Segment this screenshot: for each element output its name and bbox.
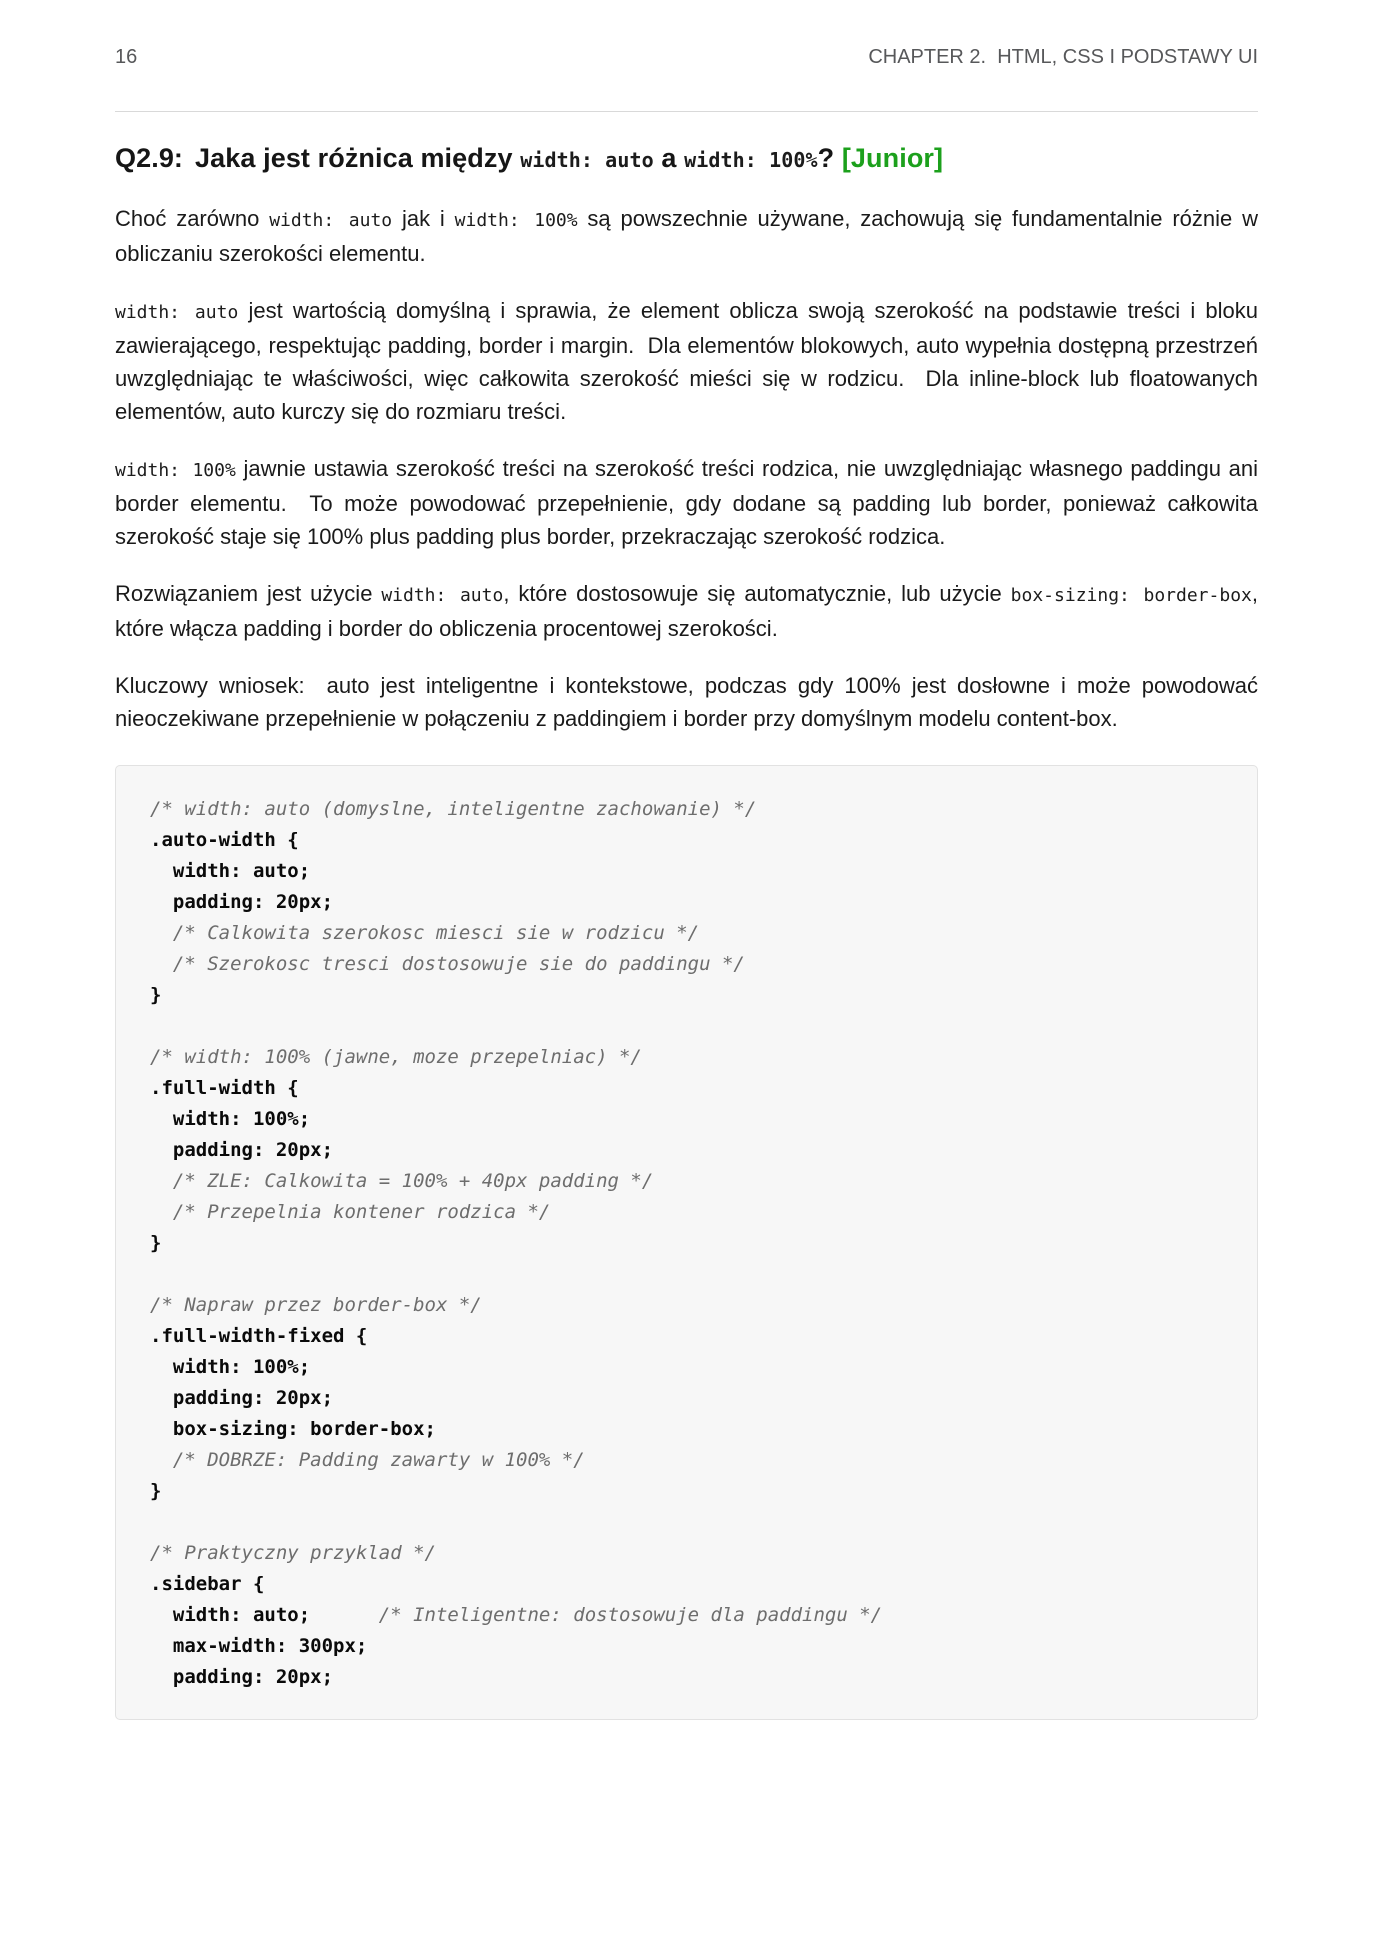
code-comment: /* Szerokosc tresci dostosowuje sie do paddingu */ xyxy=(150,952,745,975)
code-text: width: 100%; xyxy=(150,1355,311,1378)
code-line xyxy=(150,825,1223,856)
code-line xyxy=(150,856,1223,887)
code-comment: /* Przepelnia kontener rodzica */ xyxy=(150,1200,551,1223)
inline-code: width: 100% xyxy=(115,459,236,481)
code-line xyxy=(150,1228,1223,1259)
question-body xyxy=(115,202,1265,735)
code-line xyxy=(150,1197,1223,1228)
code-line xyxy=(150,1166,1223,1197)
code-line xyxy=(150,949,1223,980)
junior-level-tag: [Junior] xyxy=(841,143,944,173)
code-line xyxy=(150,1538,1223,1569)
code-comment: /* Inteligentne: dostosowuje dla paddingu */ xyxy=(310,1603,883,1626)
code-text: } xyxy=(150,983,162,1006)
text-run: Kluczowy wniosek: auto jest inteligentne i kontekstowe, podczas gdy 100% jest dosłowne i może powodować nieoczekiwane przepełnienie w połączeniu z paddingiem i border przy domyślnym modelu content-box. xyxy=(115,672,1265,731)
code-line xyxy=(150,1135,1223,1166)
page-number: 16 xyxy=(115,46,138,68)
paragraph-width-100 xyxy=(115,452,1265,553)
code-text: padding: 20px; xyxy=(150,890,334,913)
code-line xyxy=(150,1631,1223,1662)
code-text: .full-width { xyxy=(150,1076,299,1099)
code-line xyxy=(150,918,1223,949)
code-line xyxy=(150,1321,1223,1352)
text-run: są powszechnie używane, zachowują się fundamentalnie różnie w obliczaniu szerokości elementu. xyxy=(115,205,1265,266)
code-text: width: auto; xyxy=(150,859,311,882)
code-text: padding: 20px; xyxy=(150,1665,334,1688)
code-comment: /* Calkowita szerokosc miesci sie w rodzicu */ xyxy=(150,921,700,944)
text-run: a xyxy=(653,143,685,173)
paragraph-width-auto xyxy=(115,294,1265,428)
text-run: Rozwiązaniem jest użycie xyxy=(115,580,382,606)
code-line xyxy=(150,794,1223,825)
code-text: width: auto; xyxy=(150,1603,311,1626)
code-comment: /* width: 100% (jawne, moze przepelniac) */ xyxy=(150,1045,642,1068)
question-title xyxy=(115,142,1258,176)
inline-code: width: auto xyxy=(520,148,654,172)
code-line xyxy=(150,1042,1223,1073)
code-comment: /* Napraw przez border-box */ xyxy=(150,1293,482,1316)
text-run: jak i xyxy=(392,205,455,231)
code-text: width: 100%; xyxy=(150,1107,311,1130)
code-block xyxy=(115,765,1258,1720)
code-line xyxy=(150,1259,1223,1290)
code-text: padding: 20px; xyxy=(150,1386,334,1409)
code-text: } xyxy=(150,1479,162,1502)
code-line xyxy=(150,1104,1223,1135)
inline-code: width: 100% xyxy=(684,148,818,172)
code-comment: /* ZLE: Calkowita = 100% + 40px padding */ xyxy=(150,1169,654,1192)
code-line xyxy=(150,1011,1223,1042)
code-text: max-width: 300px; xyxy=(150,1634,368,1657)
inline-code: width: auto xyxy=(115,301,239,323)
page-header xyxy=(115,46,1258,69)
code-text: padding: 20px; xyxy=(150,1138,334,1161)
code-text: .auto-width { xyxy=(150,828,299,851)
code-line xyxy=(150,1600,1223,1631)
code-line xyxy=(150,1414,1223,1445)
header-divider xyxy=(115,111,1258,112)
code-line xyxy=(150,1383,1223,1414)
inline-code: width: auto xyxy=(381,584,504,606)
code-line xyxy=(150,1507,1223,1538)
code-line xyxy=(150,1662,1223,1693)
code-line xyxy=(150,1445,1223,1476)
code-comment: /* Praktyczny przyklad */ xyxy=(150,1541,436,1564)
inline-code: width: 100% xyxy=(454,209,578,231)
text-run: Jaka jest różnica między xyxy=(195,143,521,173)
code-line xyxy=(150,980,1223,1011)
text-run: , które dostosowuje się automatycznie, lub użycie xyxy=(503,580,1011,606)
code-text: .sidebar { xyxy=(150,1572,265,1595)
code-comment: /* DOBRZE: Padding zawarty w 100% */ xyxy=(150,1448,585,1471)
text-run: ? xyxy=(817,143,842,173)
code-line xyxy=(150,1073,1223,1104)
code-line xyxy=(150,1290,1223,1321)
chapter-title: CHAPTER 2. HTML, CSS I PODSTAWY UI xyxy=(868,46,1258,68)
inline-code: box-sizing: border-box xyxy=(1010,584,1252,606)
code-line xyxy=(150,887,1223,918)
code-text: box-sizing: border-box; xyxy=(150,1417,436,1440)
paragraph-solution xyxy=(115,577,1265,645)
question-number: Q2.9: xyxy=(115,143,184,173)
code-text: } xyxy=(150,1231,162,1254)
code-text: .full-width-fixed { xyxy=(150,1324,368,1347)
inline-code: width: auto xyxy=(269,209,393,231)
paragraph-conclusion xyxy=(115,669,1265,735)
text-run: jest wartością domyślną i sprawia, że element oblicza swoją szerokość na podstawie treści i bloku zawierającego, respektując padding, border i margin. Dla elementów blokowych, auto wypełnia dostępną przestrzeń uwzględniając te właściwości, więc całkowita szerokość mieści się w rodzicu. Dla inline-block lub floatowanych elementów, auto kurczy się do rozmiaru treści. xyxy=(115,297,1265,424)
code-line xyxy=(150,1352,1223,1383)
code-line xyxy=(150,1476,1223,1507)
text-run: jawnie ustawia szerokość treści na szerokość treści rodzica, nie uwzględniając własnego paddingu ani border elementu. To może powodować przepełnienie, gdy dodane są padding lub border, ponieważ całkowita szerokość staje się 100% plus padding plus border, przekraczając szerokość rodzica. xyxy=(115,455,1265,549)
code-comment: /* width: auto (domyslne, inteligentne zachowanie) */ xyxy=(150,797,757,820)
code-line xyxy=(150,1569,1223,1600)
text-run: , które włącza padding i border do obliczenia procentowej szerokości. xyxy=(115,580,1265,641)
paragraph-intro xyxy=(115,202,1265,270)
text-run: Choć zarówno xyxy=(115,205,270,231)
